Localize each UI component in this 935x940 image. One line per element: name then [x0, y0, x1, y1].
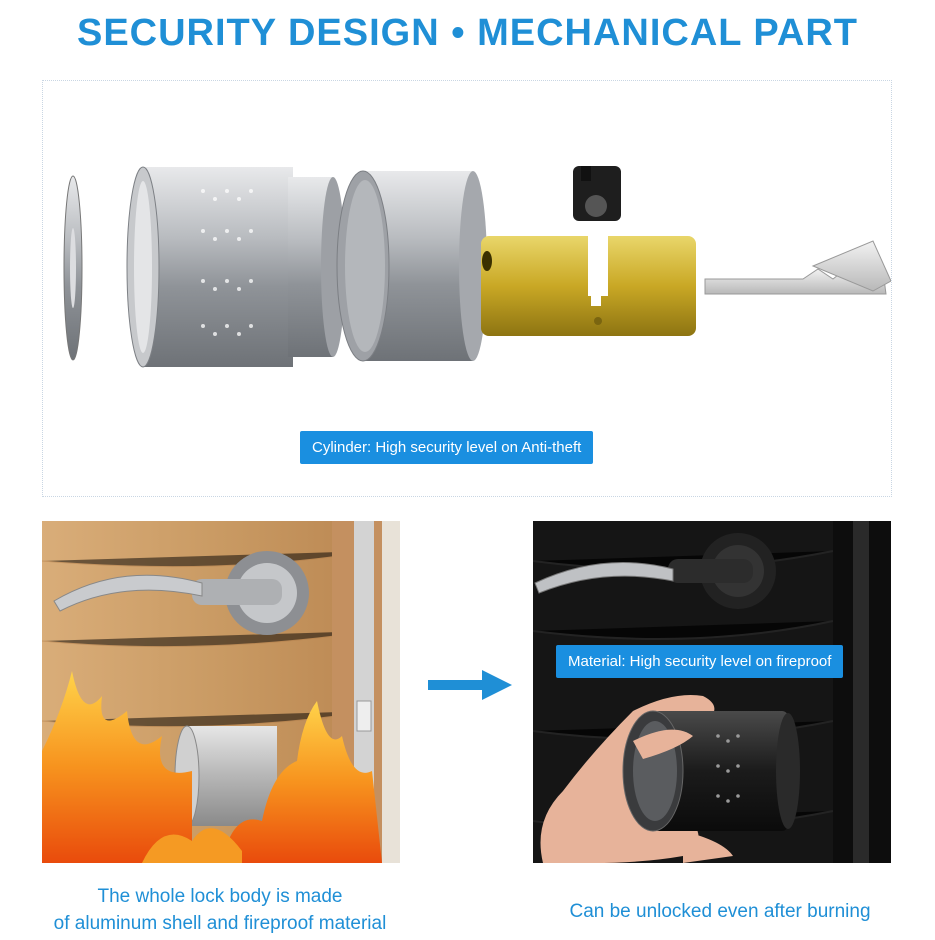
cylinder-badge: Cylinder: High security level on Anti-theft [300, 431, 593, 464]
fire-photo [42, 521, 400, 863]
arrow-right-icon [428, 670, 512, 705]
fire-caption [30, 883, 410, 937]
cam-part [573, 166, 621, 221]
unlock-caption: Can be unlocked even after burning [569, 901, 871, 922]
brass-cylinder-part [481, 236, 696, 336]
aluminum-shell-part [127, 167, 345, 367]
key-part [705, 241, 891, 294]
material-badge: Material: High security level on fireproof [556, 645, 843, 678]
washer-part [64, 176, 82, 360]
page-title: SECURITY DESIGN • MECHANICAL PART [76, 12, 859, 54]
after-burning-photo [533, 521, 891, 863]
fire-caption-line2: of aluminum shell and fireproof material [53, 913, 387, 934]
fire-caption-line1: The whole lock body is made [97, 886, 343, 907]
end-cap-part [337, 171, 487, 361]
